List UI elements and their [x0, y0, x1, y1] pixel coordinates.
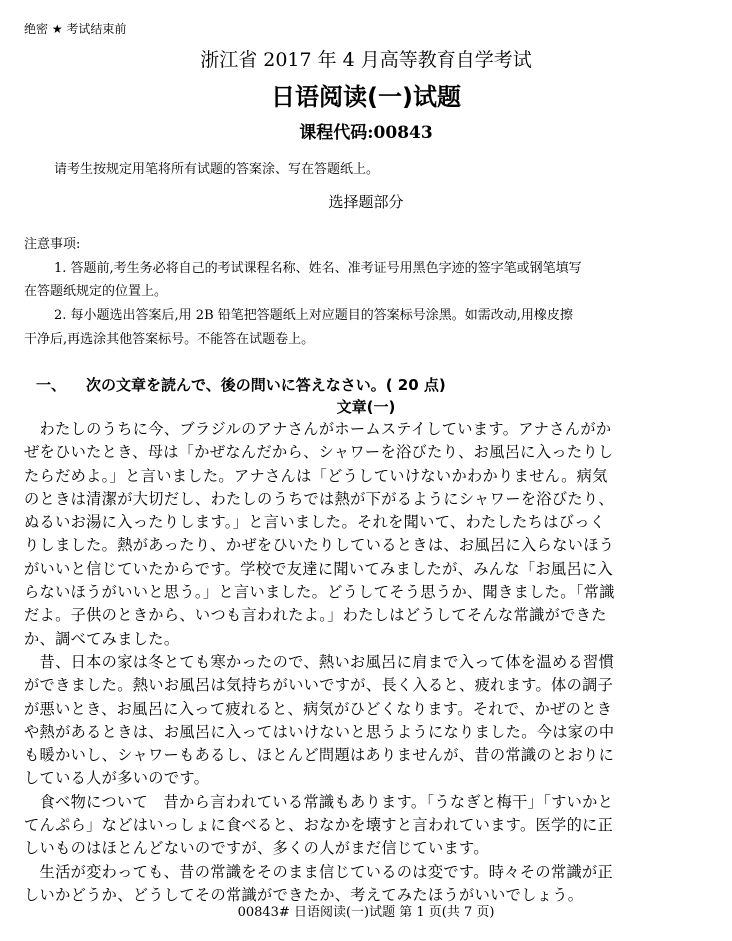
article-line: しいものはほとんどないのですが、多くの人がまだ信じています。 — [24, 839, 489, 858]
article-line: たらだめよ。」と言いました。アナさんは「どうしていけないかわかりません。病気 — [24, 466, 608, 485]
article-line: わたしのうちに今、ブラジルのアナさんがホームステイしています。アナさんがか — [24, 420, 612, 438]
article-body — [24, 418, 714, 907]
page-footer: 00843# 日语阅读(一)试题 第 1 页(共 7 页) — [237, 905, 495, 920]
question-text: 次の文章を読んで、後の問いに答えなさい。( 20 点) — [86, 376, 446, 394]
article-line: している人が多いのです。 — [24, 769, 210, 788]
article-line: ぜをひいたとき、母は「かぜなんだから、シャワーを浴びたり、お風呂に入ったりし — [24, 443, 614, 462]
article-line: ぬるいお湯に入ったりします。」と言いました。それを聞いて、わたしたちはびっく — [24, 513, 606, 532]
article-line: や熱があるときは、お風呂に入ってはいけないと思うようになりました。今は家の中 — [24, 722, 615, 741]
article-line: てんぷら」などはいっしょに食べると、おなかを壊すと言われています。医学的に正 — [24, 816, 614, 835]
article-line: がいいと信じていたからです。学校で友達に聞いてみましたが、みんな「お風呂に入 — [24, 559, 614, 578]
exam-title: 浙江省 2017 年 4 月高等教育自学考试 — [200, 49, 532, 71]
article-line: ができました。熱いお風呂は気持ちがいいですが、長く入ると、疲れます。体の調子 — [24, 676, 614, 695]
article-line: しいかどうか、どうしてその常識ができたか、考えてみたほうがいいでしょう。 — [24, 885, 584, 904]
article-line: のときは清潔が大切だし、わたしのうちでは熱が下がるようにシャワーを浴びたり、 — [24, 489, 614, 508]
question-number: 一、 — [36, 376, 67, 394]
article-line: も暖かいし、シャワーもあるし、ほとんど問題はありませんが、昔の常識のとおりに — [24, 746, 615, 765]
article-line: 生活が変わっても、昔の常識をそのまま信じているのは変です。時々その常識が正 — [24, 862, 614, 881]
article-line: 昔、日本の家は冬とても寒かったので、熱いお風呂に肩まで入って体を温める習慣 — [24, 652, 615, 671]
article-line: だよ。子供のときから、いつも言われたよ。」わたしはどうしてそんな常識ができた — [24, 606, 607, 625]
confidential-label: 绝密 ★ 考试结束前 — [24, 22, 127, 36]
article-line: 食べ物について 昔から言われている常識もあります。「うなぎと梅干」「すいかと — [24, 792, 614, 811]
note-line: 2. 每小题选出答案后,用 2B 铅笔把答题纸上对应题目的答案标号涂黑。如需改动,用橡皮擦 — [54, 308, 573, 323]
note-line: 在答题纸规定的位置上。 — [24, 284, 168, 299]
article-title: 文章(一) — [336, 398, 396, 416]
article-line: りしました。熱があったり、かぜをひいたりしているときは、お風呂に入らないほう — [24, 536, 615, 555]
notes-heading: 注意事项: — [24, 237, 81, 252]
article-line: らないほうがいいと思う。」と言いました。どうしてそう思うか、聞きました。「常識 — [24, 583, 615, 602]
article-line: か、調べてみました。 — [24, 629, 180, 648]
section-title: 选择题部分 — [328, 193, 404, 211]
question-heading — [36, 374, 446, 395]
note-line: 1. 答题前,考生务必将自己的考试课程名称、姓名、准考证号用黑色字迹的签字笔或钢笔填写 — [54, 261, 582, 276]
course-code: 课程代码:00843 — [299, 123, 433, 143]
answer-instruction: 请考生按规定用笔将所有试题的答案涂、写在答题纸上。 — [54, 162, 380, 177]
subject-title: 日语阅读(一)试题 — [271, 83, 461, 111]
note-line: 干净后,再选涂其他答案标号。不能答在试题卷上。 — [24, 332, 315, 347]
article-line: が悪いとき、お風呂に入って疲れると、病気がひどくなります。それで、かぜのとき — [24, 699, 613, 718]
